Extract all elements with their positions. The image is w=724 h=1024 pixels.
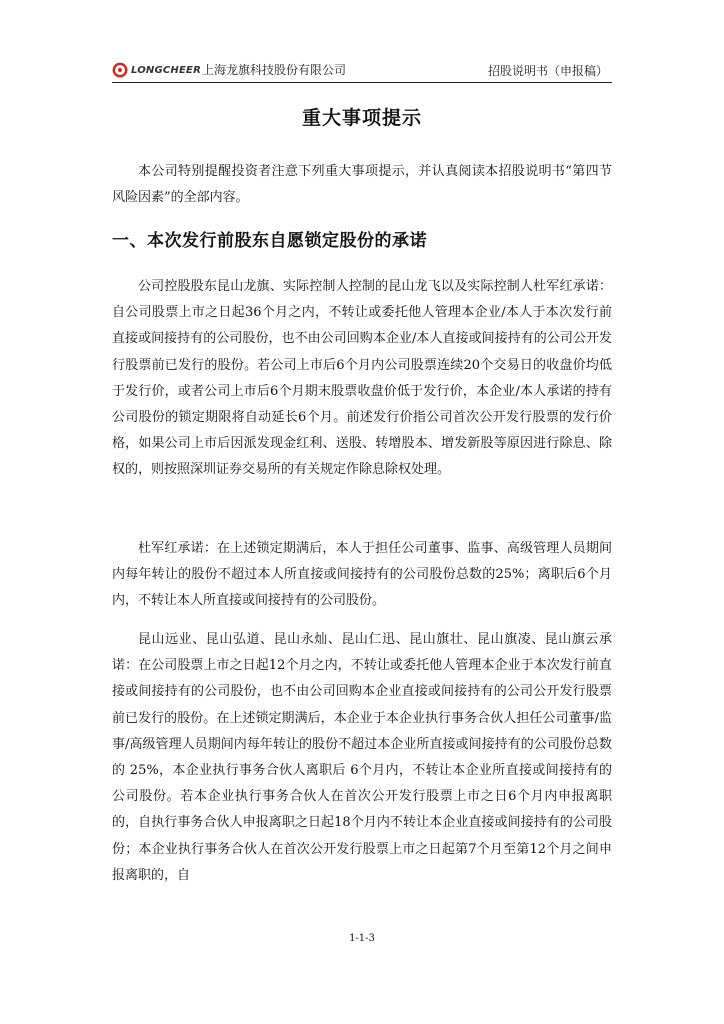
- longcheer-logo-icon: [112, 62, 128, 78]
- body-paragraph: 公司控股股东昆山龙旗、实际控制人控制的昆山龙飞以及实际控制人杜军红承诺：自公司股票上市之日起36个月之内，不转让或委托他人管理本企业/本人于本次发行前直接或间接持有的公司股份，也不由公司回购本企业/本人直接或间接持有的公司公开发行股票前已发行的股份。若公司上市后6个月内公司股票连续20个交易日的收盘价均低于发行价，或者公司上市后6个月期末股票收盘价低于发行价，本企业/本人承诺的持有公司股份的锁定期限将自动延长6个月。前述发行价指公司首次公开发行股票的发行价格，如果公司上市后因派发现金红利、送股、转增股本、增发新股等原因进行除息、除权的，则按照深圳证券交易所的有关规定作除息除权处理。: [112, 279, 612, 478]
- section-heading: 一、本次发行前股东自愿锁定股份的承诺: [112, 231, 427, 251]
- company-logo: [112, 61, 346, 79]
- intro-paragraph: 本公司特别提醒投资者注意下列重大事项提示，并认真阅读本招股说明书“第四节 风险因素”的全部内容。: [112, 164, 612, 206]
- company-name: 上海龙旗科技股份有限公司: [201, 63, 346, 77]
- body-paragraph: 杜军红承诺：在上述锁定期满后，本人于担任公司董事、监事、高级管理人员期间内每年转让的股份不超过本人所直接或间接持有的公司股份总数的25%；离职后6个月内，不转让本人所直接或间接持有的公司股份。: [112, 541, 612, 609]
- page-title: 重大事项提示: [301, 107, 422, 129]
- logo-wordmark: LONGCHEER: [131, 64, 201, 76]
- body-paragraph: 昆山远业、昆山弘道、昆山永灿、昆山仁迅、昆山旗壮、昆山旗凌、昆山旗云承诺：在公司股票上市之日起12个月之内，不转让或委托他人管理本企业于本次发行前直接或间接持有的公司股份，也不由公司回购本企业直接或间接持有的公司公开发行股票前已发行的股份。在上述锁定期满后，本企业于本企业执行事务合伙人担任公司董事/监事/高级管理人员期间内每年转让的股份不超过本企业所直接或间接持有的公司股份总数的 25%，本企业执行事务合伙人离职后 6个月内，不转让本企业所直接或间接持有的公司股份。若本企业执行事务合伙人在首次公开发行股票上市之日6个月内申报离职的，自执行事务合伙人申报离职之日起18个月内不转让本企业直接或间接持有的公司股份；本企业执行事务合伙人在首次公开发行股票上市之日起第7个月至第12个月之间申报离职的，自: [112, 632, 612, 883]
- page-header: [112, 58, 612, 83]
- page-number: 1-1-3: [349, 933, 375, 944]
- document-type: 招股说明书（申报稿）: [487, 64, 608, 78]
